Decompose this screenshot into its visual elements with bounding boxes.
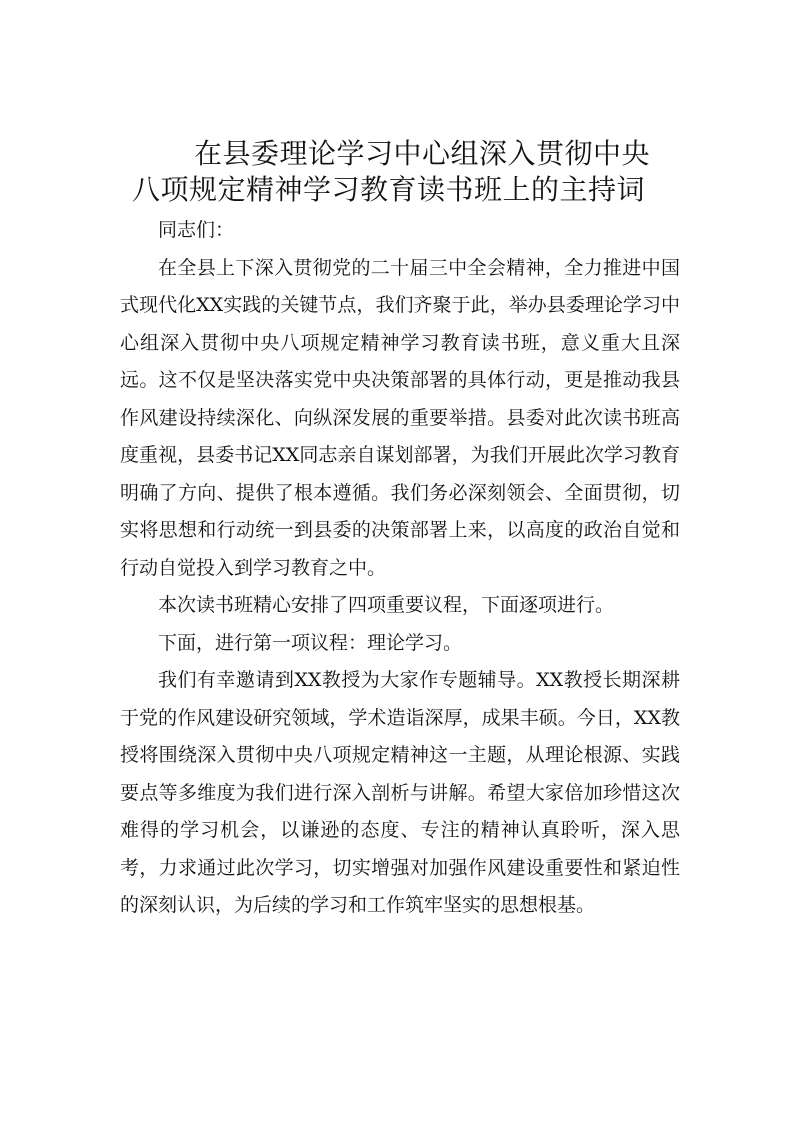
title-line-1: 在县委理论学习中心组深入贯彻中央	[194, 137, 651, 170]
title-line-2: 八项规定精神学习教育读书班上的主持词	[132, 173, 646, 206]
document-body	[120, 212, 680, 925]
paragraph-opening: 在全县上下深入贯彻党的二十届三中全会精神，全力推进中国式现代化XX实践的关键节点，我们齐聚于此，举办县委理论学习中心组深入贯彻中央八项规定精神学习教育读书班，意义重大且深远。这不仅是坚决落实党中央决策部署的具体行动，更是推动我县作风建设持续深化、向纵深发展的重要举措。县委对此次读书班高度重视，县委书记XX同志亲自谋划部署，为我们开展此次学习教育明确了方向、提供了根本遵循。我们务必深刻领会、全面贯彻，切实将思想和行动统一到县委的决策部署上来，以高度的政治自觉和行动自觉投入到学习教育之中。	[120, 256, 680, 579]
paragraph-agenda-intro: 本次读书班精心安排了四项重要议程，下面逐项进行。	[158, 594, 615, 616]
document-title	[110, 136, 690, 208]
paragraph-first-item: 下面，进行第一项议程：理论学习。	[158, 631, 463, 654]
salutation: 同志们：	[158, 219, 235, 241]
paragraph-lecture: 我们有幸邀请到XX教授为大家作专题辅导。XX教授长期深耕于党的作风建设研究领域，学术造诣深厚，成果丰硕。今日，XX教授将围绕深入贯彻中央八项规定精神这一主题，从理论根源、实践要点等多维度为我们进行深入剖析与讲解。希望大家倍加珍惜这次难得的学习机会，以谦逊的态度、专注的精神认真聆听，深入思考，力求通过此次学习，切实增强对加强作风建设重要性和紧迫性的深刻认识，为后续的学习和工作筑牢坚实的思想根基。	[120, 669, 680, 916]
